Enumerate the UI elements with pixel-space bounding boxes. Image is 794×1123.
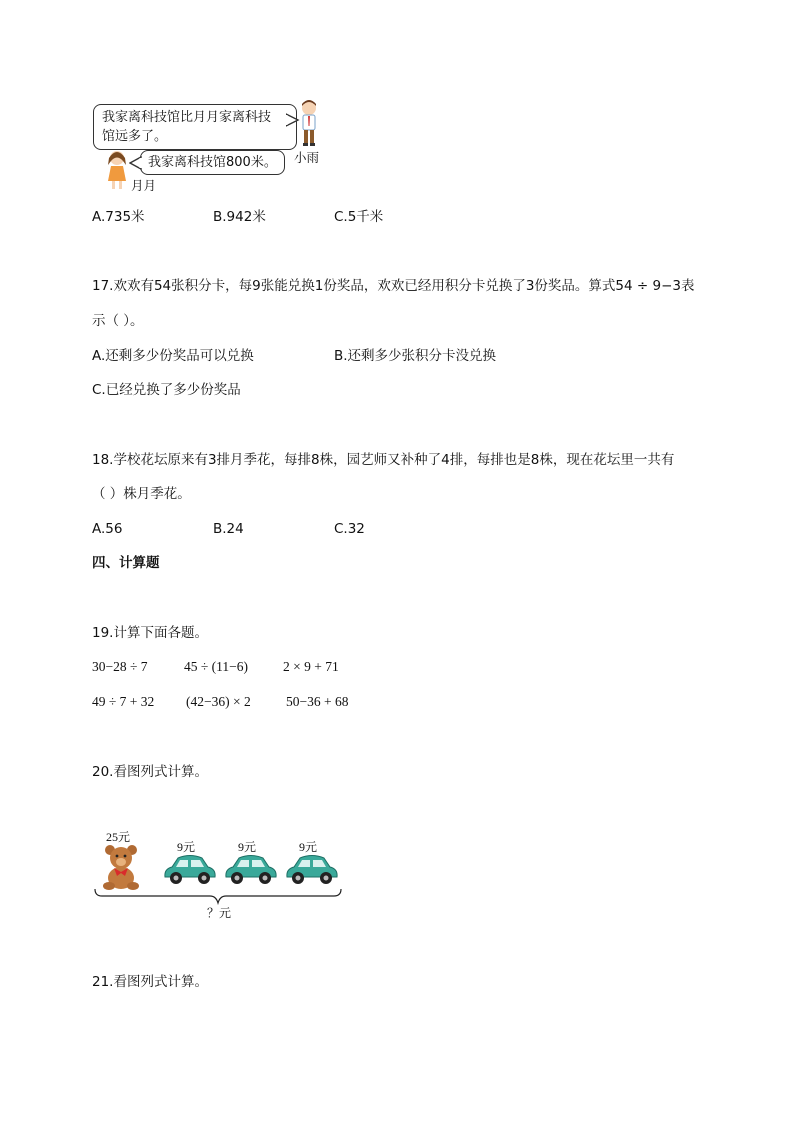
q19-expr-3: 2 × 9 + 71 [283, 659, 339, 674]
teddy-bear-icon [101, 843, 141, 891]
boy-figure-icon [294, 98, 324, 148]
q19-expr-2: 45 ÷ (11−6) [184, 659, 249, 674]
bubble-text-line2: 馆远多了。 [102, 129, 168, 144]
speech-bubble-xiaoyu [93, 104, 297, 150]
car-price-2: 9元 [238, 840, 257, 854]
q19-expr-5: (42−36) × 2 [186, 694, 251, 709]
q19-title: 19.计算下面各题。 [92, 625, 208, 641]
q17-option-a: A.还剩多少份奖品可以兑换 [92, 348, 254, 364]
bubble-text-line1: 我家离科技馆比月月家离科技 [102, 110, 272, 125]
total-label: ？元 [207, 906, 232, 920]
section-heading: 四、计算题 [92, 555, 160, 571]
car-price-3: 9元 [299, 840, 318, 854]
q16-option-c: C.5千米 [334, 209, 384, 225]
q18-option-c: C.32 [334, 521, 365, 537]
q17-text-line1: 17.欢欢有54张积分卡，每9张能兑换1份奖品，欢欢已经用积分卡兑换了3份奖品。算式54 ÷ 9−3表 [92, 278, 695, 294]
toy-car-icon [162, 853, 218, 887]
q20-title: 20.看图列式计算。 [92, 764, 208, 780]
q18-text-line2: （ ）株月季花。 [92, 486, 191, 502]
toy-car-icon [223, 853, 279, 887]
bear-price: 25元 [106, 830, 131, 844]
name-yueyue: 月月 [131, 178, 157, 193]
q16-option-a: A.735米 [92, 209, 145, 225]
q19-expr-1: 30−28 ÷ 7 [92, 659, 148, 674]
speech-bubble-yueyue [140, 150, 285, 175]
bubble-tail-left [129, 156, 142, 170]
car-price-1: 9元 [177, 840, 196, 854]
girl-figure-icon [104, 149, 130, 191]
q18-option-b: B.24 [213, 521, 244, 537]
q18-text-line1: 18.学校花坛原来有3排月季花，每排8株，园艺师又补种了4排，每排也是8株，现在花坛里一共有 [92, 452, 675, 468]
q19-expr-6: 50−36 + 68 [286, 694, 349, 709]
q17-option-c: C.已经兑换了多少份奖品 [92, 382, 241, 398]
q18-option-a: A.56 [92, 521, 123, 537]
q16-option-b: B.942米 [213, 209, 266, 225]
q19-expr-4: 49 ÷ 7 + 32 [92, 694, 155, 709]
q21-title: 21.看图列式计算。 [92, 974, 208, 990]
bubble-text-girl: 我家离科技馆800米。 [148, 155, 277, 170]
name-xiaoyu: 小雨 [294, 150, 320, 165]
q17-text-line2: 示（ ）。 [92, 313, 144, 329]
q17-option-b: B.还剩多少张积分卡没兑换 [334, 348, 497, 364]
toy-car-icon [284, 853, 340, 887]
